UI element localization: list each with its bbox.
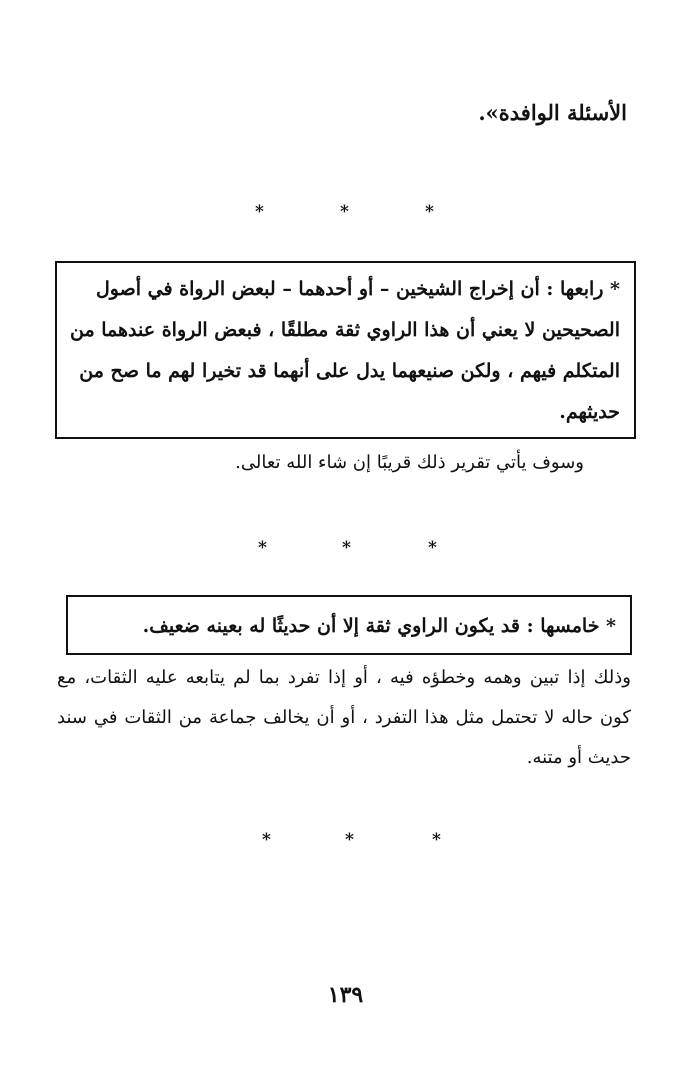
body-paragraph: وذلك إذا تبين وهمه وخطؤه فيه ، أو إذا تفرد بما لم يتابعه عليه الثقات، مع كون حاله لا تحتمل مثل هذا التفرد ، أو أن يخالف جماعة من الثقات في سند حديث أو متنه. bbox=[57, 667, 631, 768]
framed-rule-text: * خامسها : قد يكون الراوي ثقة إلا أن حديثًا له بعينه ضعيف. bbox=[142, 615, 616, 637]
separator-star: * bbox=[425, 202, 434, 222]
page-number: ١٣٩ bbox=[327, 982, 364, 1008]
framed-rule-fourth bbox=[55, 261, 636, 439]
separator-star: * bbox=[345, 830, 354, 850]
separator-star: * bbox=[255, 202, 264, 222]
section-separator bbox=[0, 828, 691, 852]
separator-star: * bbox=[428, 538, 437, 558]
separator-star: * bbox=[340, 202, 349, 222]
separator-star: * bbox=[342, 538, 351, 558]
section-heading: الأسئلة الوافدة». bbox=[478, 100, 627, 125]
separator-star: * bbox=[432, 830, 441, 850]
framed-rule-text: * رابعها : أن إخراج الشيخين – أو أحدهما – لبعض الرواة في أصول الصحيحين لا يعني أن هذا الراوي ثقة مطلقًا ، فبعض الرواة عندهما من المتكلم فيهم ، ولكن صنيعهما يدل على أنهما قد تخيرا لهم ما صح من حديثهم. bbox=[70, 278, 620, 423]
body-paragraph: وسوف يأتي تقرير ذلك قريبًا إن شاء الله تعالى. bbox=[235, 452, 584, 473]
separator-star: * bbox=[258, 538, 267, 558]
section-separator bbox=[0, 200, 691, 224]
separator-star: * bbox=[262, 830, 271, 850]
framed-rule-fifth bbox=[66, 595, 632, 655]
section-separator bbox=[0, 536, 691, 560]
